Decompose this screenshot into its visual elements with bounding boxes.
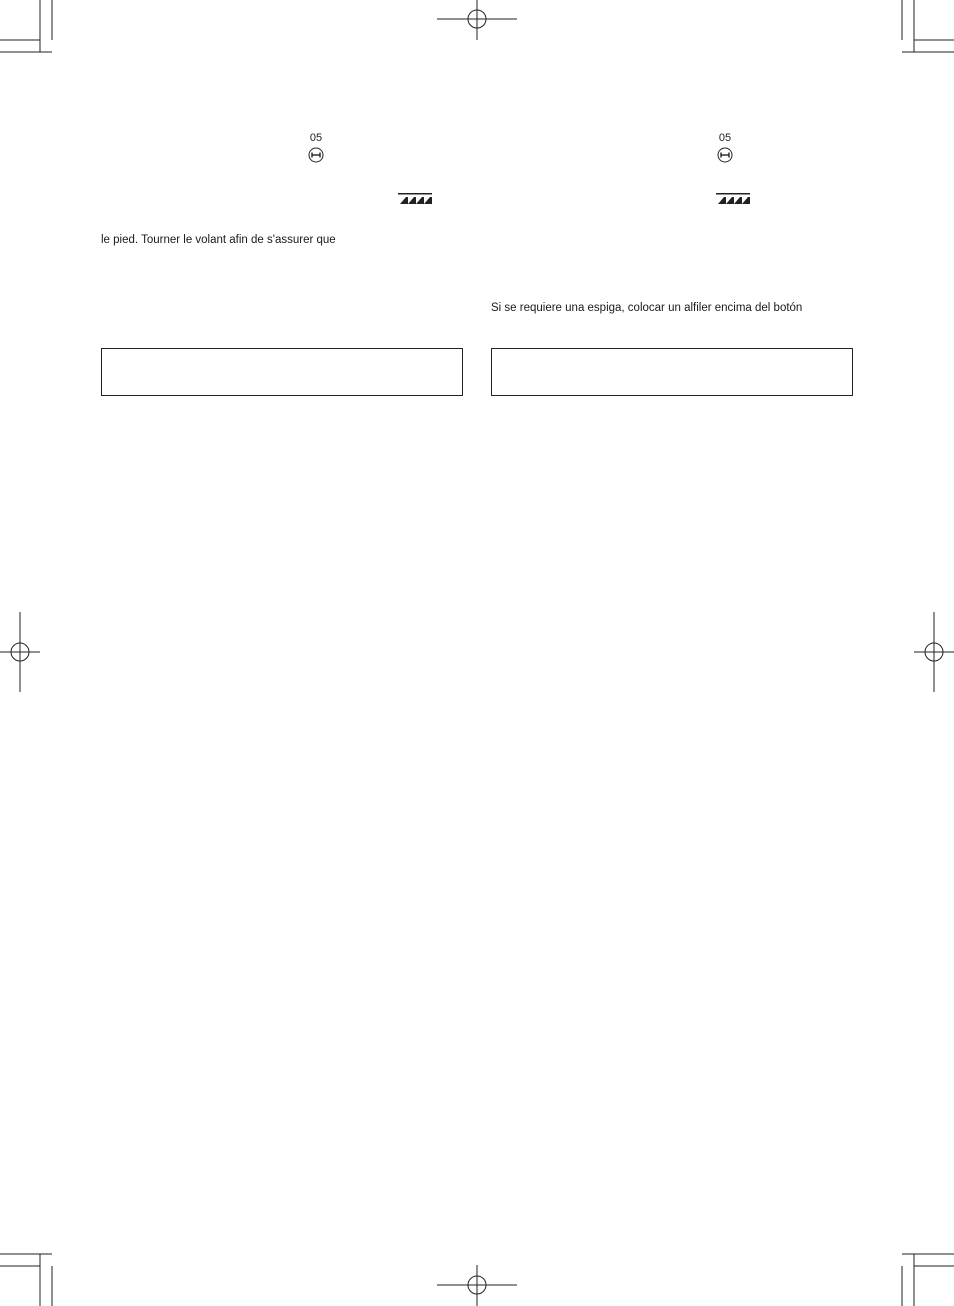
pattern-number-left: 05	[309, 132, 323, 144]
feed-dog-icon	[398, 193, 432, 205]
registration-target-top	[437, 0, 517, 40]
pattern-number-right: 05	[718, 132, 732, 144]
buttonhole-stitch-icon	[716, 146, 734, 164]
instruction-text-spanish: Si se requiere una espiga, colocar un alfiler encima del botón	[491, 302, 803, 314]
buttonhole-stitch-icon	[307, 146, 325, 164]
registration-target-left	[0, 612, 40, 692]
registration-target-bottom	[437, 1265, 517, 1306]
note-box-left	[101, 348, 463, 396]
registration-target-right	[914, 612, 954, 692]
note-box-right	[491, 348, 853, 396]
feed-dog-icon	[716, 193, 750, 205]
instruction-text-french: le pied. Tourner le volant afin de s'assurer que	[101, 234, 336, 246]
